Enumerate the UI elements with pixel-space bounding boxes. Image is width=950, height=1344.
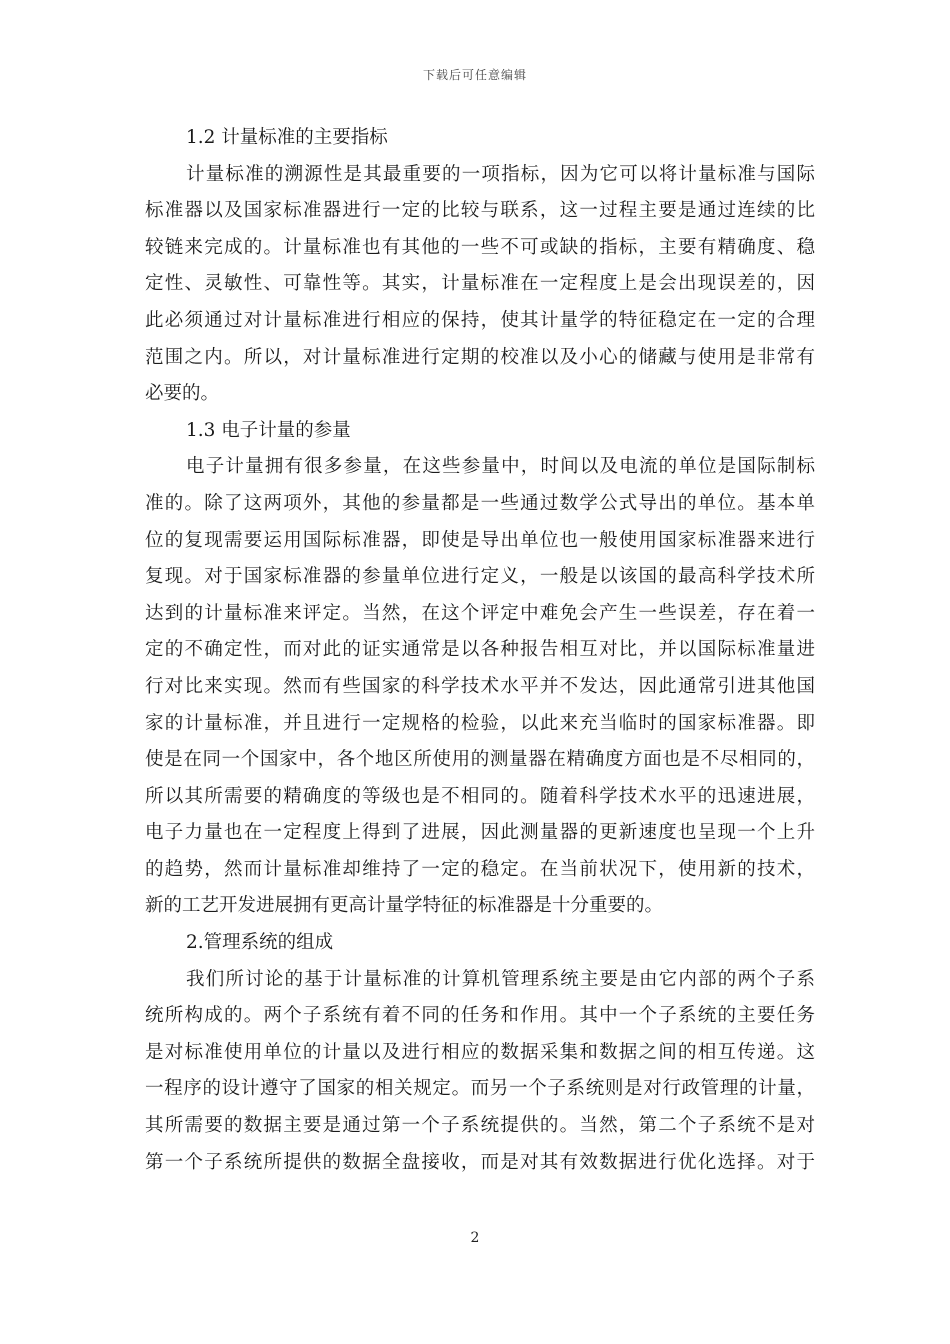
section-heading: 1.3 电子计量的参量 — [186, 419, 351, 441]
paragraph-line: 家的计量标准，并且进行一定规格的检验，以此来充当临时的国家标准器。即 — [145, 712, 815, 734]
paragraph-line: 使是在同一个国家中，各个地区所使用的测量器在精确度方面也是不尽相同的， — [145, 749, 815, 771]
paragraph-line: 统所构成的。两个子系统有着不同的任务和作用。其中一个子系统的主要任务 — [145, 1005, 815, 1027]
paragraph-line: 达到的计量标准来评定。当然，在这个评定中难免会产生一些误差，存在着一 — [145, 602, 815, 624]
paragraph-line: 的趋势，然而计量标准却维持了一定的稳定。在当前状况下，使用新的技术， — [145, 858, 815, 880]
paragraph-line: 其所需要的数据主要是通过第一个子系统提供的。当然，第二个子系统不是对 — [145, 1115, 815, 1137]
paragraph-line: 复现。对于国家标准器的参量单位进行定义，一般是以该国的最高科学技术所 — [145, 566, 815, 588]
paragraph-line: 范围之内。所以，对计量标准进行定期的校准以及小心的储藏与使用是非常有 — [145, 346, 815, 368]
paragraph-line: 标准器以及国家标准器进行一定的比较与联系，这一过程主要是通过连续的比 — [145, 200, 815, 222]
paragraph-line: 第一个子系统所提供的数据全盘接收，而是对其有效数据进行优化选择。对于 — [145, 1151, 815, 1173]
paragraph-line: 定的不确定性，而对此的证实通常是以各种报告相互对比，并以国际标准量进 — [145, 639, 815, 661]
section-heading: 1.2 计量标准的主要指标 — [186, 127, 388, 148]
document-body — [145, 120, 815, 1181]
page-header: 下载后可任意编辑 — [422, 68, 527, 82]
paragraph-line: 一程序的设计遵守了国家的相关规定。而另一个子系统则是对行政管理的计量， — [145, 1078, 815, 1100]
paragraph-line: 较链来完成的。计量标准也有其他的一些不可或缺的指标，主要有精确度、稳 — [145, 236, 815, 258]
paragraph-line: 必要的。 — [145, 383, 220, 405]
paragraph-line: 是对标准使用单位的计量以及进行相应的数据采集和数据之间的相互传递。这 — [145, 1041, 815, 1063]
paragraph-line: 计量标准的溯源性是其最重要的一项指标，因为它可以将计量标准与国际 — [186, 163, 815, 185]
paragraph-line: 行对比来实现。然而有些国家的科学技术水平并不发达，因此通常引进其他国 — [145, 675, 815, 697]
paragraph-line: 准的。除了这两项外，其他的参量都是一些通过数学公式导出的单位。基本单 — [145, 492, 815, 514]
paragraph-line: 我们所讨论的基于计量标准的计算机管理系统主要是由它内部的两个子系 — [186, 968, 815, 990]
paragraph-line: 位的复现需要运用国际标准器，即使是导出单位也一般使用国家标准器来进行 — [145, 529, 815, 551]
paragraph-line: 电子力量也在一定程度上得到了进展，因此测量器的更新速度也呈现一个上升 — [145, 822, 815, 844]
paragraph-line: 定性、灵敏性、可靠性等。其实，计量标准在一定程度上是会出现误差的，因 — [145, 273, 815, 295]
section-heading: 2.管理系统的组成 — [186, 932, 334, 954]
paragraph-line: 此必须通过对计量标准进行相应的保持，使其计量学的特征稳定在一定的合理 — [145, 309, 815, 331]
paragraph-line: 电子计量拥有很多参量，在这些参量中，时间以及电流的单位是国际制标 — [186, 456, 815, 478]
page-number: 2 — [470, 1230, 480, 1246]
paragraph-line: 所以其所需要的精确度的等级也是不相同的。随着科学技术水平的迅速进展， — [145, 785, 815, 807]
paragraph-line: 新的工艺开发进展拥有更高计量学特征的标准器是十分重要的。 — [145, 895, 664, 917]
